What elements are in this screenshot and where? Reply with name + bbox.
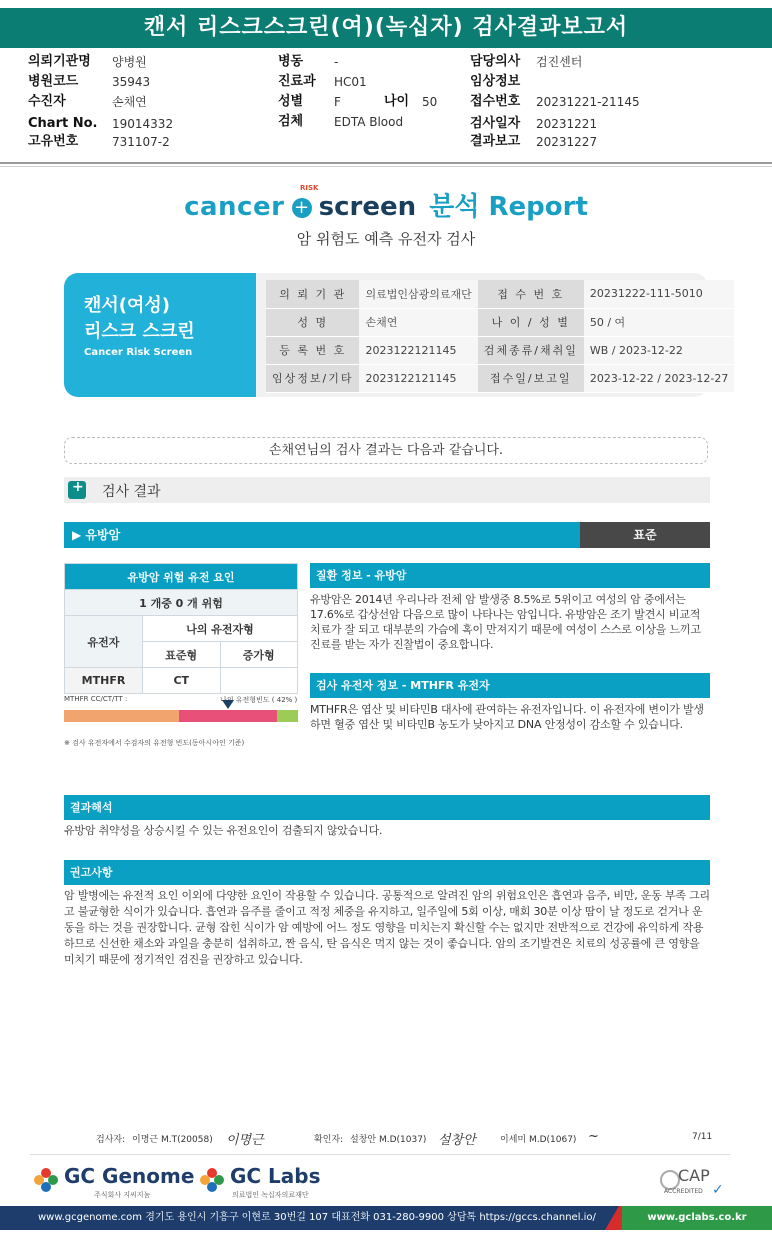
labs-name: GC Labs [230, 1164, 321, 1188]
header-divider [0, 162, 772, 164]
info-value: 50 / 여 [584, 308, 735, 336]
frequency-segment [277, 710, 298, 722]
info-key: 접수일/보고일 [478, 364, 584, 392]
footer-website[interactable]: www.gclabs.co.kr [622, 1206, 772, 1230]
header-label: 결과보고 [470, 134, 521, 149]
genotype-column-header: 나의 유전자형 [143, 616, 298, 642]
brand-part1: cancer [184, 192, 285, 222]
footer-bar [0, 1206, 772, 1230]
genome-sub: 주식회사 지씨지놈 [94, 1191, 151, 1199]
brand-part2: screen [318, 192, 417, 222]
info-key: 접 수 번 호 [478, 280, 584, 308]
interpretation-body: 유방암 취약성을 상승시킬 수 있는 유전요인이 검출되지 않았습니다. [64, 824, 383, 837]
header-value: 731107-2 [112, 135, 170, 149]
table-row [266, 336, 734, 364]
third-name: 이세미 M.D(1067) [500, 1135, 577, 1145]
cap-circle-icon [660, 1170, 680, 1190]
disease-info [310, 563, 710, 652]
brand-logo [0, 186, 772, 226]
header-value: EDTA Blood [334, 115, 404, 129]
freq-right-label: 나의 유전형빈도 ( 42% ) [220, 696, 298, 704]
patient-card [64, 273, 729, 397]
gene-info-body: MTHFR은 엽산 및 비타민B 대사에 관여하는 유전자입니다. 이 유전자에 변이가 발생하면 혈중 엽산 및 비타민B 농도가 낮아지고 DNA 안정성이 감소할 수 있습니다. [310, 703, 704, 731]
info-key: 임상정보/기타 [266, 364, 359, 392]
confirmer-signature: 설창안 [438, 1133, 476, 1148]
footer-divider [30, 1154, 730, 1155]
section-header [64, 477, 710, 503]
confirmer-name: 설창안 M.D(1037) [350, 1135, 427, 1145]
increased-header: 증가형 [220, 642, 298, 668]
recommendation-body: 암 발병에는 유전적 요인 이외에 다양한 요인이 작용할 수 있습니다. 공통적으로 알려진 암의 위험요인은 흡연과 음주, 비만, 운동 부족 그리고 불균형한 식이가 있습니다. 흡연과 음주를 줄이고 적정 체중을 유지하고, 일주일에 5회 이상, 매회 30분 이상 땀이 날 정도로 걷거나 운동을 하는 것을 권장합니다. 균형 잡힌 식이가 암 예방에 어느 정도 영향을 미치는지 확신할 수는 없지만 전반적으로 건강에 유익하게 작용하므로 신선한 채소와 과일을 충분히 섭취하고, 짠 음식, 탄 음식은 먹지 않는 것이 좋습니다. 암의 조기발견은 치료의 성공률에 큰 영향을 미치기 때문에 정기적인 검진을 권장하고 있습니다. [64, 889, 710, 966]
header-label: 의뢰기관명 [28, 54, 91, 69]
folder-plus-icon [68, 481, 86, 499]
info-key: 등 록 번 호 [266, 336, 359, 364]
genotype-increased [220, 668, 298, 694]
result-summary: 손채연님의 검사 결과는 다음과 같습니다. [64, 437, 708, 464]
card-title: 리스크 스크린 [84, 321, 195, 342]
header-label: 임상정보 [470, 74, 521, 89]
header-value: 양병원 [112, 55, 147, 69]
header-label: 진료과 [278, 74, 316, 89]
header-value: 검진센터 [536, 55, 583, 69]
gc-cross-icon [34, 1168, 58, 1192]
card-banner [64, 273, 256, 397]
header-label: 고유번호 [28, 134, 79, 149]
header-value: 손채연 [112, 95, 147, 109]
plus-icon: + [292, 198, 312, 218]
page-number: 7/11 [692, 1132, 713, 1142]
info-key: 나 이 / 성 별 [478, 308, 584, 336]
header-label: 검사일자 [470, 116, 521, 131]
header-value: HC01 [334, 75, 367, 89]
checkmark-icon: ✓ [712, 1182, 724, 1198]
info-value: 2023122121145 [359, 364, 477, 392]
frequency-note: ※ 검사 유전자에서 수검자의 유전형 빈도(동아시아인 기준) [64, 739, 245, 747]
info-key: 성 명 [266, 308, 359, 336]
labs-sub: 의료법인 녹십자의료재단 [232, 1191, 309, 1199]
header-label: 병동 [278, 54, 304, 69]
footer-contact: www.gcgenome.com 경기도 용인시 기흥구 이현로 30번길 107 대표전화 031-280-9900 상담톡 https://gccs.channel.io/ [38, 1212, 596, 1223]
patient-info-table [266, 280, 734, 393]
frequency-bar [64, 710, 298, 722]
header-value: 19014332 [112, 117, 174, 131]
cap-name: CAP [678, 1166, 710, 1185]
examiner-signature: 이명근 [226, 1133, 264, 1148]
table-row [65, 668, 298, 694]
header-value: 20231221-21145 [536, 95, 640, 109]
frequency-marker-icon [222, 700, 234, 709]
gene-column-header: 유전자 [65, 616, 143, 668]
table-row [65, 564, 298, 590]
examiner-label: 검사자: [96, 1135, 126, 1145]
interpretation-block [64, 795, 710, 839]
header-value: 35943 [112, 75, 151, 89]
header-label: 성별 [278, 94, 304, 109]
confirmer-label: 확인자: [314, 1135, 344, 1145]
header-label: 수진자 [28, 94, 66, 109]
gene-risk-table [64, 563, 298, 694]
header-label: 접수번호 [470, 94, 521, 109]
table-row [65, 590, 298, 616]
header-value: 20231221 [536, 117, 598, 131]
header-label: 담당의사 [470, 54, 521, 69]
interpretation-title: 결과해석 [64, 795, 710, 820]
age-label: 나이 [384, 94, 410, 109]
header-label: 병원코드 [28, 74, 79, 89]
section-title: 검사 결과 [102, 484, 161, 500]
table-row [266, 364, 734, 392]
genotype-standard: CT [143, 668, 221, 694]
gene-table-title: 유방암 위험 유전 요인 [65, 564, 298, 590]
card-title: 캔서(여성) [84, 295, 171, 316]
genome-name: GC Genome [64, 1164, 195, 1188]
info-value: 의료법인삼광의료재단 [359, 280, 477, 308]
header-value: - [334, 55, 339, 69]
brand-part3: 분석 Report [429, 192, 588, 222]
table-row [266, 280, 734, 308]
examiner-name: 이명근 M.T(20058) [132, 1135, 213, 1145]
cancer-name: ▶ 유방암 [64, 522, 580, 548]
recommendation-block [64, 860, 710, 968]
footer-logos [0, 1162, 772, 1206]
risk-count: 1 개중 0 개 위험 [65, 590, 298, 616]
age-value: 50 [422, 95, 438, 109]
info-value: WB / 2023-12-22 [584, 336, 735, 364]
gene-name: MTHFR [65, 668, 143, 694]
brand-risk: RISK [300, 184, 319, 192]
header-value: F [334, 95, 341, 109]
info-key: 의 뢰 기 관 [266, 280, 359, 308]
gc-cross-icon [200, 1168, 224, 1192]
gene-info-title: 검사 유전자 정보 - MTHFR 유전자 [310, 673, 710, 698]
report-title: 캔서 리스크스크린(여)(녹십자) 검사결과보고서 [0, 8, 772, 48]
frequency-segment [64, 710, 179, 722]
info-value: 20231222-111-5010 [584, 280, 735, 308]
disease-info-title: 질환 정보 - 유방암 [310, 563, 710, 588]
freq-left-label: MTHFR CC/CT/TT : [64, 695, 128, 703]
disease-info-body: 유방암은 2014년 우리나라 전체 암 발생중 8.5%로 5위이고 여성의 암 중에서는 17.6%로 갑상선암 다음으로 많이 나타나는 암입니다. 유방암은 조기 발견시 비교적 치료가 잘 되고 대부분의 가슴에 혹이 만져지기 때문에 여성이 스스로 이상을 느끼고 진료를 받는 자가 진찰법이 중요합니다. [310, 593, 701, 651]
cancer-status-bar [64, 522, 710, 548]
info-value: 2023122121145 [359, 336, 477, 364]
recommendation-title: 권고사항 [64, 860, 710, 885]
third-signature: ~ [588, 1129, 599, 1144]
header-label: 검체 [278, 114, 304, 129]
table-row [65, 616, 298, 642]
table-row [266, 308, 734, 336]
card-subtitle: Cancer Risk Screen [84, 347, 193, 358]
frequency-segment [179, 710, 277, 722]
status-badge: 표준 [580, 522, 710, 548]
header-value: 20231227 [536, 135, 598, 149]
report-header [0, 52, 772, 164]
info-value: 손채연 [359, 308, 477, 336]
brand-subtitle: 암 위험도 예측 유전자 검사 [296, 230, 476, 248]
gene-info [310, 673, 710, 732]
cap-sub: ACCREDITED [664, 1188, 703, 1195]
info-value: 2023-12-22 / 2023-12-27 [584, 364, 735, 392]
standard-header: 표준형 [143, 642, 221, 668]
header-divider [0, 166, 772, 167]
info-key: 검체종류/채취일 [478, 336, 584, 364]
header-label: Chart No. [28, 116, 98, 131]
cap-accredited-logo [660, 1166, 734, 1204]
